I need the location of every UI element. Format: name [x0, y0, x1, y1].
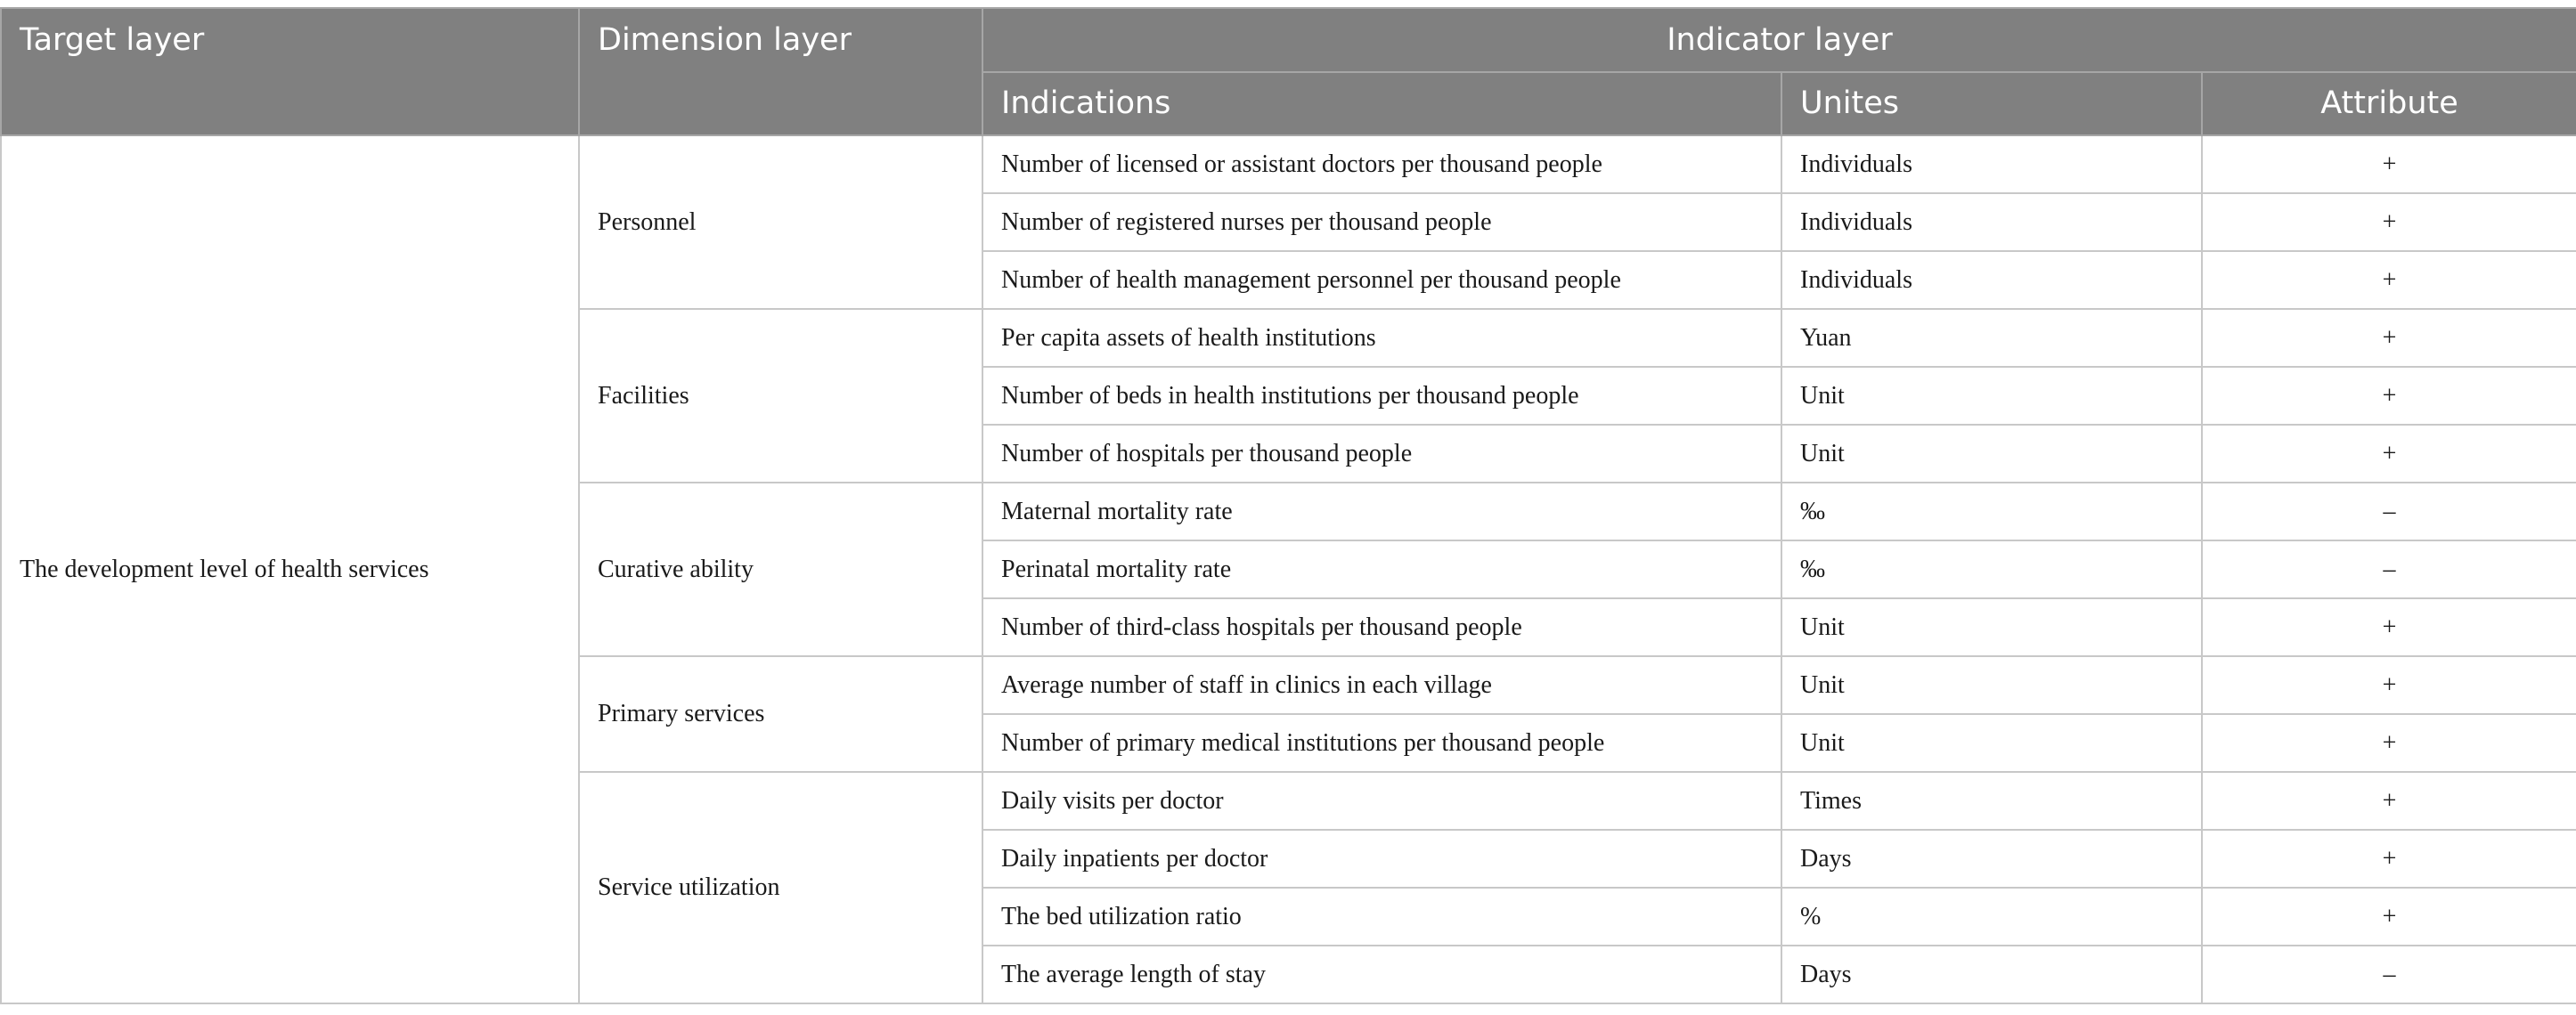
- indication-cell: Number of primary medical institutions per thousand people: [982, 714, 1781, 772]
- unit-cell: Individuals: [1781, 193, 2202, 251]
- indication-cell: Perinatal mortality rate: [982, 540, 1781, 598]
- unit-cell: Yuan: [1781, 309, 2202, 367]
- unit-cell: Unit: [1781, 598, 2202, 656]
- header-indications: Indications: [982, 72, 1781, 135]
- indication-cell: Number of health management personnel per thousand people: [982, 251, 1781, 309]
- indication-cell: Number of beds in health institutions per thousand people: [982, 367, 1781, 425]
- unit-cell: Unit: [1781, 714, 2202, 772]
- unit-cell: %: [1781, 888, 2202, 946]
- header-row: [1, 8, 2576, 72]
- header-unites: Unites: [1781, 72, 2202, 135]
- indication-cell: Number of third-class hospitals per thousand people: [982, 598, 1781, 656]
- attribute-cell: +: [2202, 251, 2576, 309]
- indication-cell: Daily inpatients per doctor: [982, 830, 1781, 888]
- dimension-cell: Curative ability: [579, 483, 982, 656]
- unit-cell: Unit: [1781, 367, 2202, 425]
- unit-cell: Individuals: [1781, 135, 2202, 193]
- indication-cell: Number of licensed or assistant doctors per thousand people: [982, 135, 1781, 193]
- attribute-cell: +: [2202, 193, 2576, 251]
- dimension-cell: Service utilization: [579, 772, 982, 1003]
- table-row: [1, 135, 2576, 193]
- attribute-cell: –: [2202, 946, 2576, 1003]
- header-dimension-layer: Dimension layer: [579, 8, 982, 135]
- attribute-cell: +: [2202, 656, 2576, 714]
- attribute-cell: +: [2202, 830, 2576, 888]
- indicator-table: [0, 7, 2576, 1004]
- unit-cell: Days: [1781, 946, 2202, 1003]
- header-attribute: Attribute: [2202, 72, 2576, 135]
- dimension-cell: Facilities: [579, 309, 982, 483]
- attribute-cell: +: [2202, 772, 2576, 830]
- dimension-cell: Primary services: [579, 656, 982, 772]
- table-header: [1, 8, 2576, 135]
- unit-cell: ‰: [1781, 483, 2202, 540]
- attribute-cell: +: [2202, 309, 2576, 367]
- attribute-cell: +: [2202, 367, 2576, 425]
- attribute-cell: +: [2202, 598, 2576, 656]
- attribute-cell: +: [2202, 135, 2576, 193]
- unit-cell: Unit: [1781, 656, 2202, 714]
- dimension-cell: Personnel: [579, 135, 982, 309]
- table-body: [1, 135, 2576, 1003]
- attribute-cell: –: [2202, 483, 2576, 540]
- indication-cell: The average length of stay: [982, 946, 1781, 1003]
- attribute-cell: –: [2202, 540, 2576, 598]
- unit-cell: Unit: [1781, 425, 2202, 483]
- header-target-layer: Target layer: [1, 8, 579, 135]
- indication-cell: Daily visits per doctor: [982, 772, 1781, 830]
- unit-cell: Times: [1781, 772, 2202, 830]
- indication-cell: Number of registered nurses per thousand people: [982, 193, 1781, 251]
- indication-cell: Per capita assets of health institutions: [982, 309, 1781, 367]
- unit-cell: ‰: [1781, 540, 2202, 598]
- attribute-cell: +: [2202, 888, 2576, 946]
- unit-cell: Individuals: [1781, 251, 2202, 309]
- header-indicator-layer: Indicator layer: [982, 8, 2576, 72]
- indication-cell: The bed utilization ratio: [982, 888, 1781, 946]
- attribute-cell: +: [2202, 425, 2576, 483]
- indication-cell: Maternal mortality rate: [982, 483, 1781, 540]
- indication-cell: Number of hospitals per thousand people: [982, 425, 1781, 483]
- target-layer-cell: The development level of health services: [1, 135, 579, 1003]
- unit-cell: Days: [1781, 830, 2202, 888]
- indication-cell: Average number of staff in clinics in each village: [982, 656, 1781, 714]
- attribute-cell: +: [2202, 714, 2576, 772]
